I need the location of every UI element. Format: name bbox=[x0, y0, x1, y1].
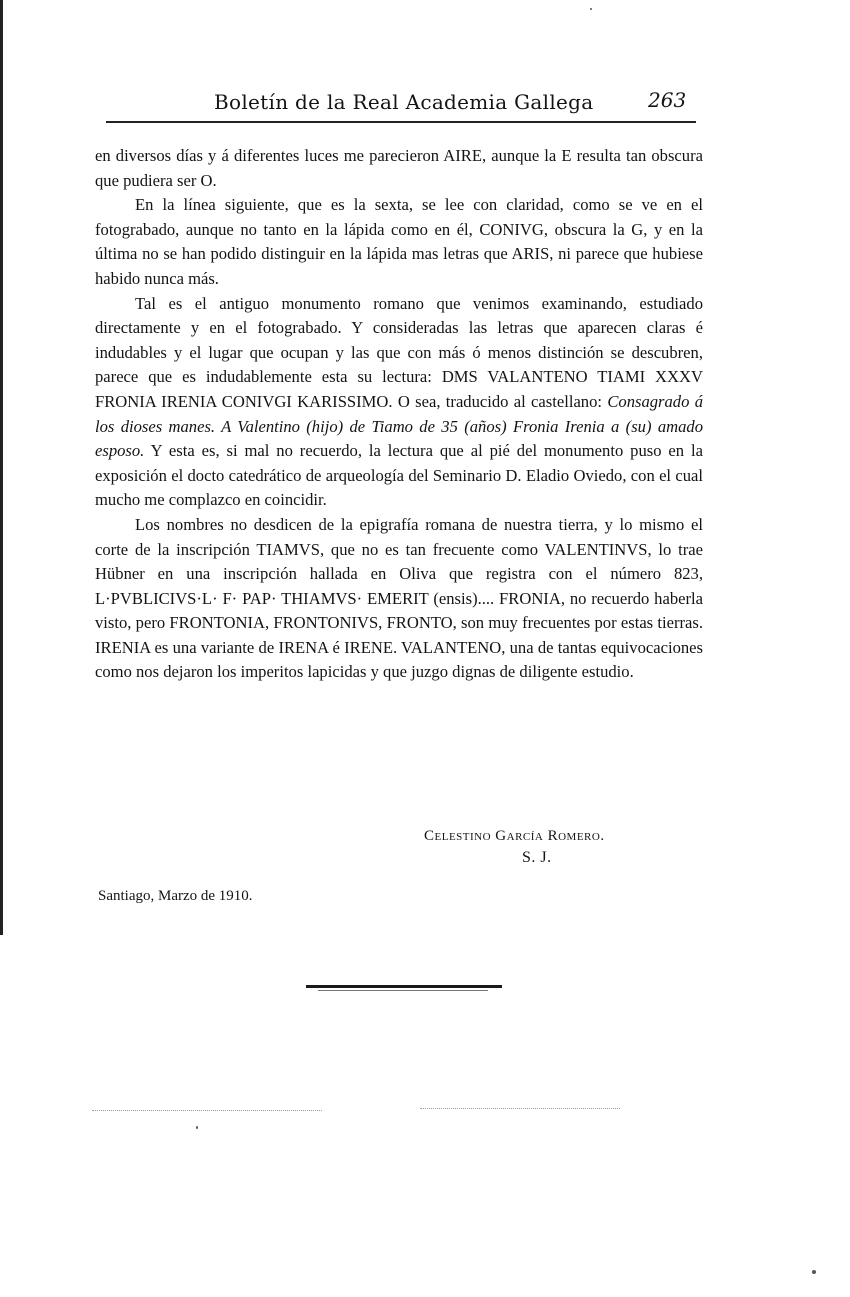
scan-noise-line bbox=[92, 1110, 322, 1112]
paragraph-3 bbox=[95, 292, 703, 513]
paragraph-2: En la línea siguiente, que es la sexta, se lee con claridad, como se ve en el fotograbado, aunque no tanto en la lápida como en él, CONIVG, obscura la G, y en la última no se han podido distinguir en la lápida mas letras que ARIS, ni parece que hubiese habido nunca más. bbox=[95, 195, 703, 288]
closing-rule-shadow bbox=[318, 990, 488, 991]
journal-title: Boletín de la Real Academia Gallega bbox=[214, 90, 594, 114]
page-number: 263 bbox=[648, 88, 687, 112]
header-rule bbox=[106, 121, 696, 123]
paragraph-1: en diversos días y á diferentes luces me parecieron AIRE, aunque la E resulta tan obscura que pudiera ser O. bbox=[95, 146, 703, 190]
scan-speck bbox=[590, 8, 592, 10]
scan-noise-line bbox=[420, 1108, 620, 1110]
page-scan-edge bbox=[0, 0, 3, 935]
paragraph-3-end: Y esta es, si mal no recuerdo, la lectura que al pié del monumento puso en la exposición el docto catedrático de arqueología del Seminario D. Eladio Oviedo, con el cual mucho me complazco en coincidir. bbox=[95, 441, 703, 510]
author-name: Celestino García Romero. bbox=[424, 828, 605, 844]
closing-rule bbox=[306, 985, 502, 988]
scan-speck bbox=[196, 1126, 198, 1129]
author-order: S. J. bbox=[522, 849, 552, 866]
author-signature bbox=[424, 828, 704, 867]
paragraph-4: Los nombres no desdicen de la epigrafía romana de nuestra tierra, y lo mismo el corte de la inscripción TIAMVS, que no es tan frecuente como VALENTINVS, lo trae Hübner en una inscripción hallada en Oliva que registra con el número 823, L·PVBLICIVS·L· F· PAP· THIAMVS· EMERIT (ensis).... FRONIA, no recuerdo haberla visto, pero FRONTONIA, FRONTONIVS, FRONTO, son muy frecuentes por estas tierras. IRENIA es una variante de IRENA é IRENE. VALANTENO, una de tantas equivocaciones como nos dejaron los imperitos lapicidas y que juzgo dignas de diligente estudio. bbox=[95, 514, 703, 682]
dateline: Santiago, Marzo de 1910. bbox=[98, 888, 253, 904]
latin-translation: Consagrado á los dioses manes. A Valentino (hijo) de Tiamo de 35 (años) Fronia Irenia a (su) amado esposo. bbox=[95, 391, 703, 461]
scan-speck bbox=[812, 1270, 816, 1274]
running-header bbox=[96, 88, 700, 122]
paragraph-3-start: Tal es el antiguo monumento romano que venimos examinando, estudiado directamente y en el fotograbado. Y consideradas las letras que aparecen claras é indudables y el lugar que ocupan y las que con más ó menos distinción se descubren, parece que es indudablemente esta su lectura: DMS VALANTENO TIAMI XXXV FRONIA IRENIA CONIVGI KARISSIMO. O sea, traducido al castellano: bbox=[95, 293, 703, 411]
article-body bbox=[95, 144, 703, 685]
